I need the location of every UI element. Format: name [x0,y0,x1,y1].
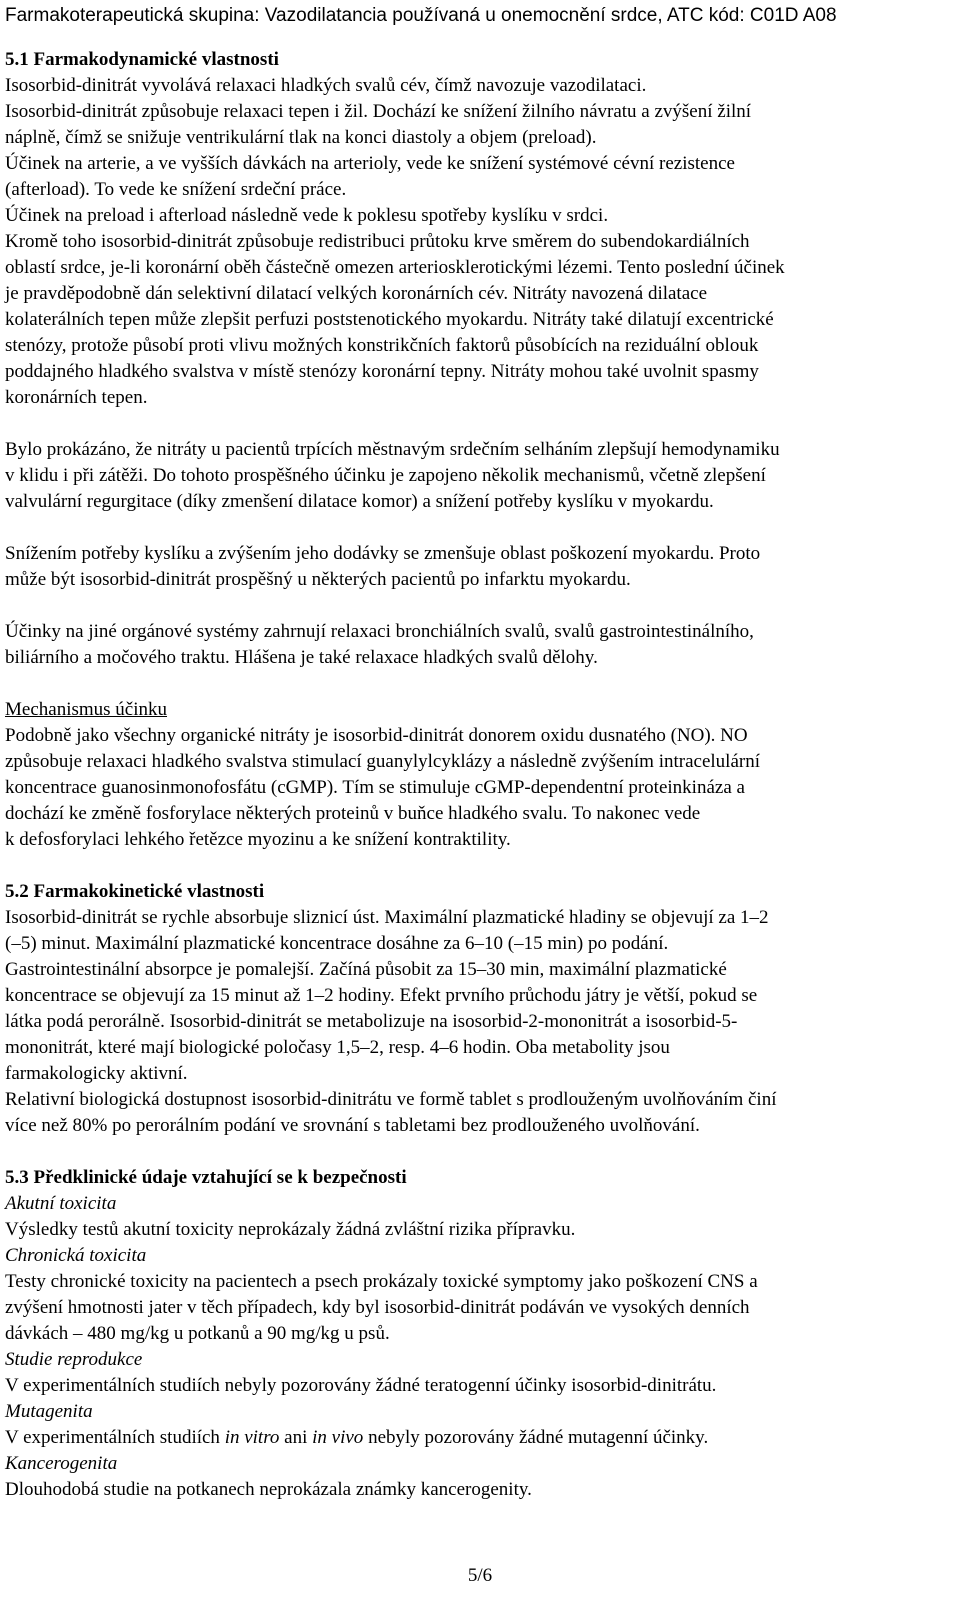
paragraph-line: Výsledky testů akutní toxicity neprokázaly žádná zvláštní rizika přípravku. [5,1219,576,1240]
paragraph-line: Účinek na preload i afterload následně vede k poklesu spotřeby kyslíku v srdci. [5,205,609,226]
mutagenicity-heading: Mutagenita [5,1401,93,1422]
paragraph-line: k defosforylaci lehkého řetězce myozinu a ke snížení kontraktility. [5,829,511,850]
mutagenicity-line [5,1425,708,1451]
paragraph-line: Gastrointestinální absorpce je pomalejší. Začíná působit za 15–30 min, maximální plazmatické [5,959,727,980]
paragraph-line: Isosorbid-dinitrát způsobuje relaxaci tepen i žil. Dochází ke snížení žilního návratu a zvýšení žilní [5,101,752,122]
paragraph-line: mononitrát, které mají biologické poločasy 1,5–2, resp. 4–6 hodin. Oba metabolity jsou [5,1037,670,1058]
section-5-3-title: 5.3 Předklinické údaje vztahující se k bezpečnosti [5,1167,407,1188]
paragraph-line: (–5) minut. Maximální plazmatické koncentrace dosáhne za 6–10 (–15 min) po podání. [5,933,669,954]
paragraph-line: může být isosorbid-dinitrát prospěšný u některých pacientů po infarktu myokardu. [5,569,631,590]
paragraph-line: (afterload). To vede ke snížení srdeční práce. [5,179,347,200]
paragraph-line: koncentrace se objevují za 15 minut až 1–2 hodiny. Efekt prvního průchodu játry je větší, pokud se [5,985,758,1006]
paragraph-line: Testy chronické toxicity na pacientech a psech prokázaly toxické symptomy jako poškození CNS a [5,1271,758,1292]
paragraph-line: stenózy, protože působí proti vlivu možných konstrikčních faktorů působících na reziduální oblouk [5,335,759,356]
carcinogenicity-heading: Kancerogenita [5,1453,118,1474]
paragraph-line: více než 80% po perorálním podání ve srovnání s tabletami bez prodlouženého uvolňování. [5,1115,700,1136]
paragraph-line: kolaterálních tepen může zlepšit perfuzi poststenotického myokardu. Nitráty také dilatují excentrické [5,309,774,330]
paragraph-line: farmakologicky aktivní. [5,1063,188,1084]
paragraph-line: Účinek na arterie, a ve vyšších dávkách na arterioly, vede ke snížení systémové cévní rezistence [5,153,735,174]
paragraph-line: dávkách – 480 mg/kg u potkanů a 90 mg/kg u psů. [5,1323,390,1344]
paragraph-line: poddajného hladkého svalstva v místě stenózy koronární tepny. Nitráty mohou také uvolnit spasmy [5,361,759,382]
paragraph-line: koncentrace guanosinmonofosfátu (cGMP). Tím se stimuluje cGMP-dependentní proteinkináza a [5,777,745,798]
text-span: nebyly pozorovány žádné mutagenní účinky. [363,1427,709,1448]
paragraph-line: dochází ke změně fosforylace některých proteinů v buňce hladkého svalu. To nakonec vede [5,803,701,824]
paragraph-line: Bylo prokázáno, že nitráty u pacientů trpících městnavým srdečním selháním zlepšují hemodynamiku [5,439,780,460]
paragraph-line: biliárního a močového traktu. Hlášena je také relaxace hladkých svalů dělohy. [5,647,598,668]
in-vitro-term: in vitro [224,1427,280,1448]
paragraph-line: Relativní biologická dostupnost isosorbid-dinitrátu ve formě tablet s prodlouženým uvolňováním činí [5,1089,777,1110]
paragraph-line: Účinky na jiné orgánové systémy zahrnují relaxaci bronchiálních svalů, svalů gastrointestinálního, [5,621,754,642]
page-header: Farmakoterapeutická skupina: Vazodilatancia používaná u onemocnění srdce, ATC kód: C01D A08 [5,5,837,26]
in-vivo-term: in vivo [312,1427,364,1448]
paragraph-line: Dlouhodobá studie na potkanech neprokázala známky kancerogenity. [5,1479,532,1500]
paragraph-line: látka podá perorálně. Isosorbid-dinitrát se metabolizuje na isosorbid-2-mononitrát a isosorbid-5- [5,1011,738,1032]
paragraph-line: valvulární regurgitace (díky zmenšení dilatace komor) a snížení potřeby kyslíku v myokardu. [5,491,714,512]
paragraph-line: Isosorbid-dinitrát se rychle absorbuje sliznicí úst. Maximální plazmatické hladiny se objevují za 1–2 [5,907,769,928]
paragraph-line: náplně, čímž se snižuje ventrikulární tlak na konci diastoly a objem (preload). [5,127,597,148]
section-5-2-title: 5.2 Farmakokinetické vlastnosti [5,881,265,902]
paragraph-line: v klidu i při zátěži. Do tohoto prospěšného účinku je zapojeno několik mechanismů, včetně zlepšení [5,465,766,486]
text-span: V experimentálních studiích [5,1427,225,1448]
paragraph-line: Podobně jako všechny organické nitráty je isosorbid-dinitrát donorem oxidu dusnatého (NO). NO [5,725,748,746]
paragraph-line: koronárních tepen. [5,387,148,408]
paragraph-line: Snížením potřeby kyslíku a zvýšením jeho dodávky se zmenšuje oblast poškození myokardu. Proto [5,543,761,564]
text-span: ani [279,1427,313,1448]
paragraph-line: V experimentálních studiích nebyly pozorovány žádné teratogenní účinky isosorbid-dinitrátu. [5,1375,717,1396]
chronic-toxicity-heading: Chronická toxicita [5,1245,147,1266]
paragraph-line: způsobuje relaxaci hladkého svalstva stimulací guanylylcyklázy a následně zvýšením intracelulární [5,751,760,772]
paragraph-line: oblastí srdce, je-li koronární oběh částečně omezen arteriosklerotickými lézemi. Tento poslední účinek [5,257,785,278]
reproduction-heading: Studie reprodukce [5,1349,143,1370]
paragraph-line: Kromě toho isosorbid-dinitrát způsobuje redistribuci průtoku krve směrem do subendokardiálních [5,231,750,252]
acute-toxicity-heading: Akutní toxicita [5,1193,117,1214]
mechanism-heading: Mechanismus účinku [5,699,168,720]
paragraph-line: zvýšení hmotnosti jater v těch případech, kdy byl isosorbid-dinitrát podáván ve vysokých denních [5,1297,750,1318]
section-5-1-title: 5.1 Farmakodynamické vlastnosti [5,49,279,70]
paragraph-line: je pravděpodobně dán selektivní dilatací velkých koronárních cév. Nitráty navozená dilatace [5,283,708,304]
page-number: 5/6 [467,1565,493,1586]
paragraph-line: Isosorbid-dinitrát vyvolává relaxaci hladkých svalů cév, čímž navozuje vazodilataci. [5,75,647,96]
